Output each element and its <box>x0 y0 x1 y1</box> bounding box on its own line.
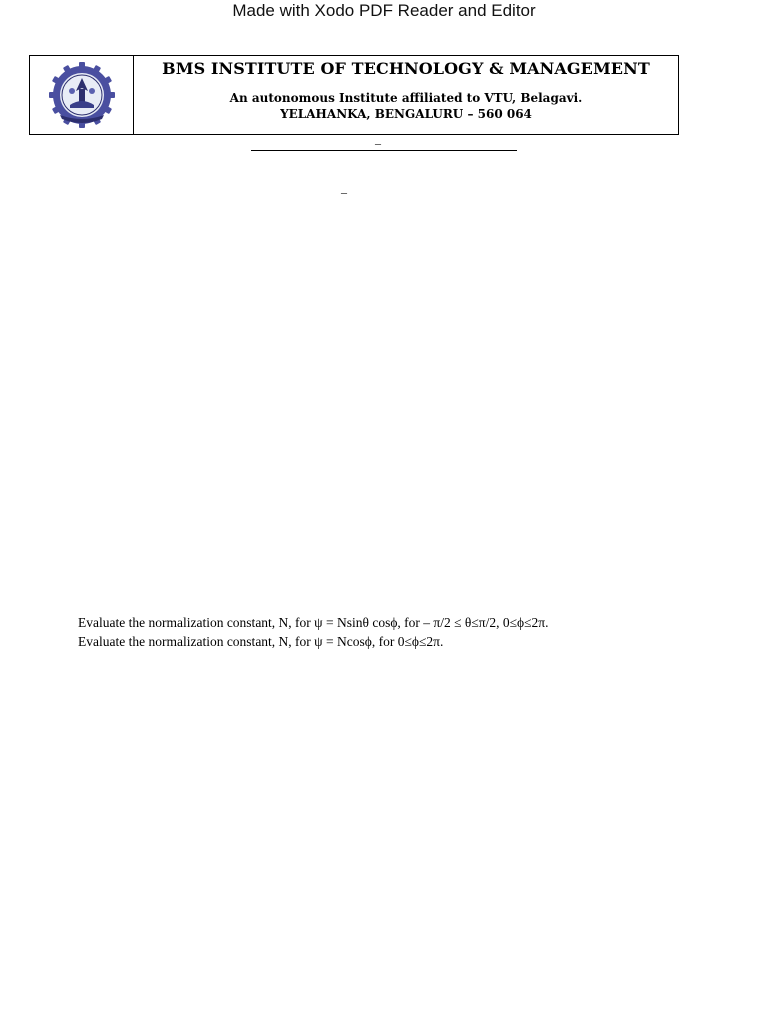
divider-line <box>251 150 517 151</box>
dash-mark: – <box>341 185 347 199</box>
institute-logo <box>48 61 116 129</box>
question-list <box>78 613 548 651</box>
title-cell <box>134 56 678 134</box>
institute-header <box>29 55 679 135</box>
question-item: Evaluate the normalization constant, N, for ψ = Nsinθ cosϕ, for – π/2 ≤ θ≤π/2, 0≤ϕ≤2π. <box>78 615 549 630</box>
dash-mark: – <box>375 136 381 150</box>
logo-cell <box>30 56 134 134</box>
affiliation-text: An autonomous Institute affiliated to VTU, Belagavi. <box>229 91 583 105</box>
xodo-watermark: Made with Xodo PDF Reader and Editor <box>232 1 536 20</box>
institute-name: BMS INSTITUTE OF TECHNOLOGY & MANAGEMENT <box>162 59 650 78</box>
address-text: YELAHANKA, BENGALURU – 560 064 <box>280 107 532 121</box>
question-item: Evaluate the normalization constant, N, for ψ = Ncosϕ, for 0≤ϕ≤2π. <box>78 634 444 649</box>
